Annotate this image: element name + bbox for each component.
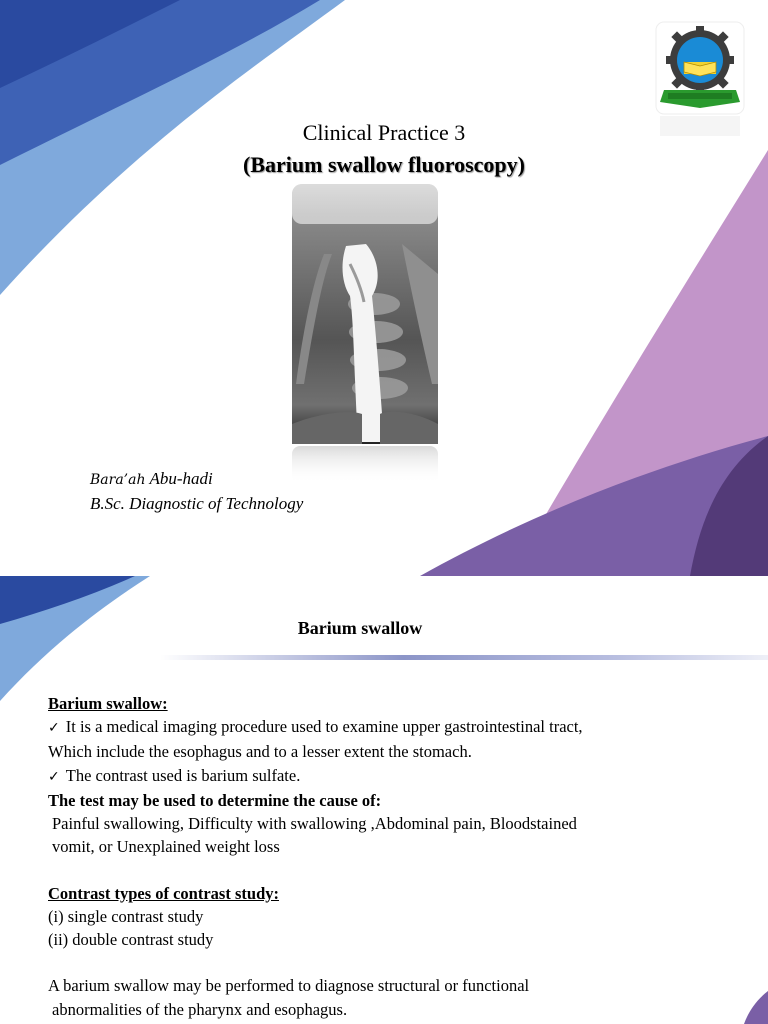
check-icon: ✓: [48, 768, 60, 785]
body-line: A barium swallow may be performed to diagnose structural or functional: [48, 976, 530, 996]
body-line: abnormalities of the pharynx and esophagus.: [52, 999, 348, 1019]
bullet-text: The contrast used is barium sulfate.: [65, 765, 301, 785]
bullet-item: [48, 764, 738, 789]
body-line: vomit, or Unexplained weight loss: [52, 837, 280, 857]
university-logo-icon: [654, 20, 746, 140]
body-line: (i) single contrast study: [48, 906, 204, 926]
spacer: [48, 858, 738, 881]
author-first-name: Bara’ah: [90, 472, 146, 488]
bold-line: The test may be used to determine the cause of:: [48, 790, 382, 810]
bullet-item: [48, 715, 738, 740]
spacer: [48, 951, 738, 974]
slide-title-line1: Clinical Practice 3: [302, 120, 466, 145]
author-degree: B.Sc. Diagnostic of Technology: [90, 494, 304, 513]
bullet-text: It is a medical imaging procedure used to examine upper gastrointestinal tract,: [65, 717, 583, 737]
slide-title: Barium swallow: [297, 618, 423, 638]
author-block: [90, 467, 303, 516]
slide-title-line2: (Barium swallow fluoroscopy): [243, 152, 525, 177]
body-line: Which include the esophagus and to a lesser extent the stomach.: [48, 742, 472, 762]
body-line: (ii) double contrast study: [48, 930, 214, 950]
author-last-name: Abu-hadi: [149, 469, 213, 488]
heading-contrast-types: Contrast types of contrast study:: [48, 883, 279, 903]
barium-swallow-xray-image: [292, 184, 438, 484]
title-divider: [160, 655, 768, 660]
heading-barium-swallow: Barium swallow:: [48, 694, 168, 713]
body-line: Painful swallowing, Difficulty with swallowing ,Abdominal pain, Bloodstained: [52, 814, 577, 834]
slide-body: [48, 692, 738, 1021]
check-icon: ✓: [48, 720, 60, 737]
